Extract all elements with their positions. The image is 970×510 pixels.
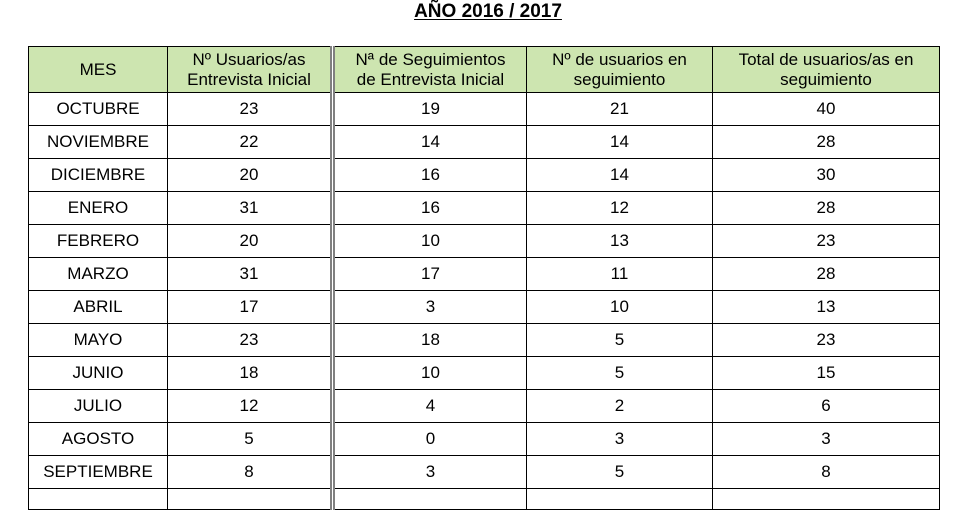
usuarios-cell-cut-off bbox=[168, 489, 333, 510]
table-row bbox=[29, 423, 940, 456]
statistics-table bbox=[28, 46, 940, 510]
month-cell: AGOSTO bbox=[29, 423, 168, 456]
seguimientos-cell: 10 bbox=[333, 225, 527, 258]
month-cell: SEPTIEMBRE bbox=[29, 456, 168, 489]
usuarios-cell: 5 bbox=[168, 423, 333, 456]
table-row bbox=[29, 291, 940, 324]
table-row bbox=[29, 126, 940, 159]
usuarios-cell: 31 bbox=[168, 258, 333, 291]
table-row bbox=[29, 456, 940, 489]
seguimientos-cell: 10 bbox=[333, 357, 527, 390]
total-cell: 15 bbox=[713, 357, 940, 390]
month-cell: FEBRERO bbox=[29, 225, 168, 258]
month-cell: JULIO bbox=[29, 390, 168, 423]
month-cell: JUNIO bbox=[29, 357, 168, 390]
table-row bbox=[29, 258, 940, 291]
usuarios-cell: 31 bbox=[168, 192, 333, 225]
en-seguimiento-cell: 5 bbox=[527, 324, 713, 357]
seguimientos-cell-cut-off bbox=[333, 489, 527, 510]
seguimientos-cell: 3 bbox=[333, 291, 527, 324]
total-cell: 23 bbox=[713, 225, 940, 258]
en-seguimiento-cell: 14 bbox=[527, 126, 713, 159]
month-cell-cut-off bbox=[29, 489, 168, 510]
usuarios-cell: 23 bbox=[168, 324, 333, 357]
total-cell: 28 bbox=[713, 258, 940, 291]
header-total-usuarios-seguimiento: Total de usuarios/as en seguimiento bbox=[713, 47, 940, 93]
en-seguimiento-cell: 5 bbox=[527, 456, 713, 489]
page-title: AÑO 2016 / 2017 bbox=[414, 1, 562, 22]
en-seguimiento-cell: 11 bbox=[527, 258, 713, 291]
month-cell: DICIEMBRE bbox=[29, 159, 168, 192]
month-cell: OCTUBRE bbox=[29, 93, 168, 126]
month-cell: MARZO bbox=[29, 258, 168, 291]
seguimientos-cell: 4 bbox=[333, 390, 527, 423]
header-usuarios-en-seguimiento: Nº de usuarios en seguimiento bbox=[527, 47, 713, 93]
usuarios-cell: 20 bbox=[168, 159, 333, 192]
en-seguimiento-cell: 2 bbox=[527, 390, 713, 423]
total-cell-cut-off bbox=[713, 489, 940, 510]
en-seguimiento-cell: 3 bbox=[527, 423, 713, 456]
month-cell: ENERO bbox=[29, 192, 168, 225]
usuarios-cell: 8 bbox=[168, 456, 333, 489]
total-cell: 6 bbox=[713, 390, 940, 423]
table-row-cut-off bbox=[29, 489, 940, 510]
seguimientos-cell: 19 bbox=[333, 93, 527, 126]
month-cell: MAYO bbox=[29, 324, 168, 357]
total-cell: 8 bbox=[713, 456, 940, 489]
usuarios-cell: 17 bbox=[168, 291, 333, 324]
table-row bbox=[29, 357, 940, 390]
en-seguimiento-cell: 14 bbox=[527, 159, 713, 192]
header-seguimientos-entrevista-inicial: Nª de Seguimientos de Entrevista Inicial bbox=[333, 47, 527, 93]
total-cell: 40 bbox=[713, 93, 940, 126]
total-cell: 28 bbox=[713, 192, 940, 225]
usuarios-cell: 20 bbox=[168, 225, 333, 258]
total-cell: 13 bbox=[713, 291, 940, 324]
usuarios-cell: 12 bbox=[168, 390, 333, 423]
seguimientos-cell: 18 bbox=[333, 324, 527, 357]
seguimientos-cell: 17 bbox=[333, 258, 527, 291]
usuarios-cell: 23 bbox=[168, 93, 333, 126]
total-cell: 23 bbox=[713, 324, 940, 357]
header-usuarios-entrevista-inicial: Nº Usuarios/as Entrevista Inicial bbox=[168, 47, 333, 93]
total-cell: 28 bbox=[713, 126, 940, 159]
table-body bbox=[29, 93, 940, 510]
seguimientos-cell: 16 bbox=[333, 192, 527, 225]
en-seguimiento-cell: 12 bbox=[527, 192, 713, 225]
usuarios-cell: 22 bbox=[168, 126, 333, 159]
header-row bbox=[29, 47, 940, 93]
table-row bbox=[29, 324, 940, 357]
month-cell: NOVIEMBRE bbox=[29, 126, 168, 159]
en-seguimiento-cell: 10 bbox=[527, 291, 713, 324]
seguimientos-cell: 14 bbox=[333, 126, 527, 159]
total-cell: 3 bbox=[713, 423, 940, 456]
en-seguimiento-cell: 21 bbox=[527, 93, 713, 126]
table-row bbox=[29, 390, 940, 423]
table-row bbox=[29, 225, 940, 258]
total-cell: 30 bbox=[713, 159, 940, 192]
seguimientos-cell: 0 bbox=[333, 423, 527, 456]
usuarios-cell: 18 bbox=[168, 357, 333, 390]
en-seguimiento-cell: 5 bbox=[527, 357, 713, 390]
table-row bbox=[29, 159, 940, 192]
month-cell: ABRIL bbox=[29, 291, 168, 324]
en-seguimiento-cell: 13 bbox=[527, 225, 713, 258]
table-row bbox=[29, 93, 940, 126]
seguimientos-cell: 16 bbox=[333, 159, 527, 192]
header-mes: MES bbox=[29, 47, 168, 93]
table-row bbox=[29, 192, 940, 225]
seguimientos-cell: 3 bbox=[333, 456, 527, 489]
en-seguimiento-cell-cut-off bbox=[527, 489, 713, 510]
